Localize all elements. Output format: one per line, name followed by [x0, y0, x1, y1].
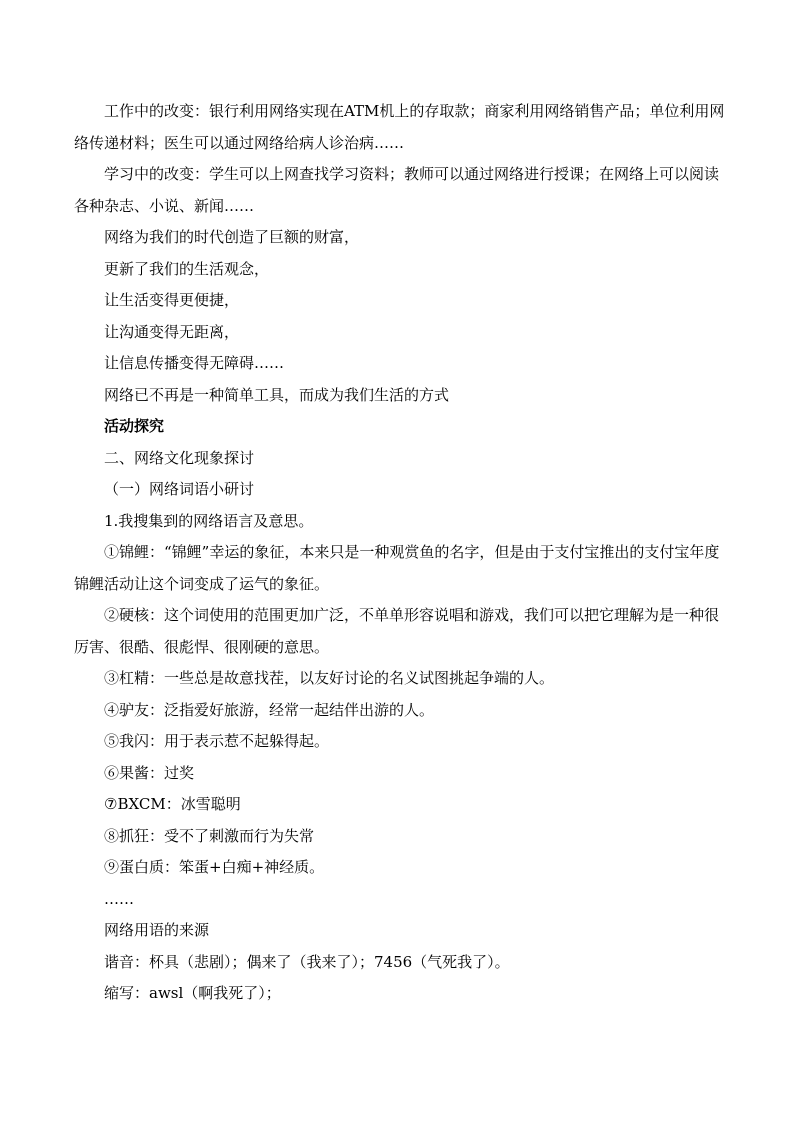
subsection-heading-words: （一）网络词语小研讨 [104, 480, 255, 498]
paragraph-study-changes: 学习中的改变：学生可以上网查找学习资料；教师可以通过网络进行授课；在网络上可以阅读各种杂志、小说、新闻…… [74, 165, 720, 215]
list-item-jinli: ①锦鲤：“锦鲤”幸运的象征，本来只是一种观赏鱼的名字，但是由于支付宝推出的支付宝年度锦鲤活动让这个词变成了运气的象征。 [74, 543, 720, 593]
list-item-gangjing: ③杠精：一些总是故意找茬，以友好讨论的名义试图挑起争端的人。 [104, 669, 555, 687]
list-item-guojiang: ⑥果酱：过奖 [104, 763, 195, 782]
list-item-danbaizhi: ⑨蛋白质：笨蛋+白痴+神经质。 [104, 858, 325, 876]
list-item-yinghe: ②硬核：这个词使用的范围更加广泛，不单单形容说唱和游戏，我们可以把它理解为是一种很厉害、很酷、很彪悍、很刚硬的意思。 [74, 606, 720, 656]
paragraph-abbreviation: 缩写：awsl（啊我死了）； [104, 984, 281, 1002]
paragraph-homophone: 谐音：杯具（悲剧）；偶来了（我来了）；7456（气死我了）。 [104, 952, 510, 971]
paragraph-convenient: 让生活变得更便捷， [104, 291, 240, 309]
ellipsis-line: …… [104, 889, 134, 908]
document-body [74, 96, 726, 1010]
list-item-zhuakuang: ⑧抓狂：受不了刺激而行为失常 [104, 826, 315, 845]
list-item-lvyou: ④驴友：泛指爱好旅游，经常一起结伴出游的人。 [104, 700, 435, 719]
paragraph-work-changes: 工作中的改变：银行利用网络实现在ATM机上的存取款；商家利用网络销售产品；单位利用网络传递材料；医生可以通过网络给病人诊治病…… [74, 102, 725, 152]
paragraph-no-distance: 让沟通变得无距离， [104, 322, 240, 341]
paragraph-sources-heading: 网络用语的来源 [104, 921, 210, 939]
list-item-woshan: ⑤我闪：用于表示惹不起躲得起。 [104, 732, 330, 750]
list-item-bxcm: ⑦BXCM：冰雪聪明 [104, 795, 241, 813]
paragraph-concepts: 更新了我们的生活观念， [104, 259, 270, 278]
paragraph-wealth: 网络为我们的时代创造了巨额的财富， [104, 228, 360, 246]
paragraph-no-barrier: 让信息传播变得无障碍…… [104, 354, 285, 372]
section-heading-culture: 二、网络文化现象探讨 [104, 448, 255, 467]
list-intro: 1.我搜集到的网络语言及意思。 [104, 511, 314, 530]
paragraph-way-of-life: 网络已不再是一种简单工具，而成为我们生活的方式 [104, 385, 450, 404]
section-heading-activity: 活动探究 [104, 417, 165, 435]
